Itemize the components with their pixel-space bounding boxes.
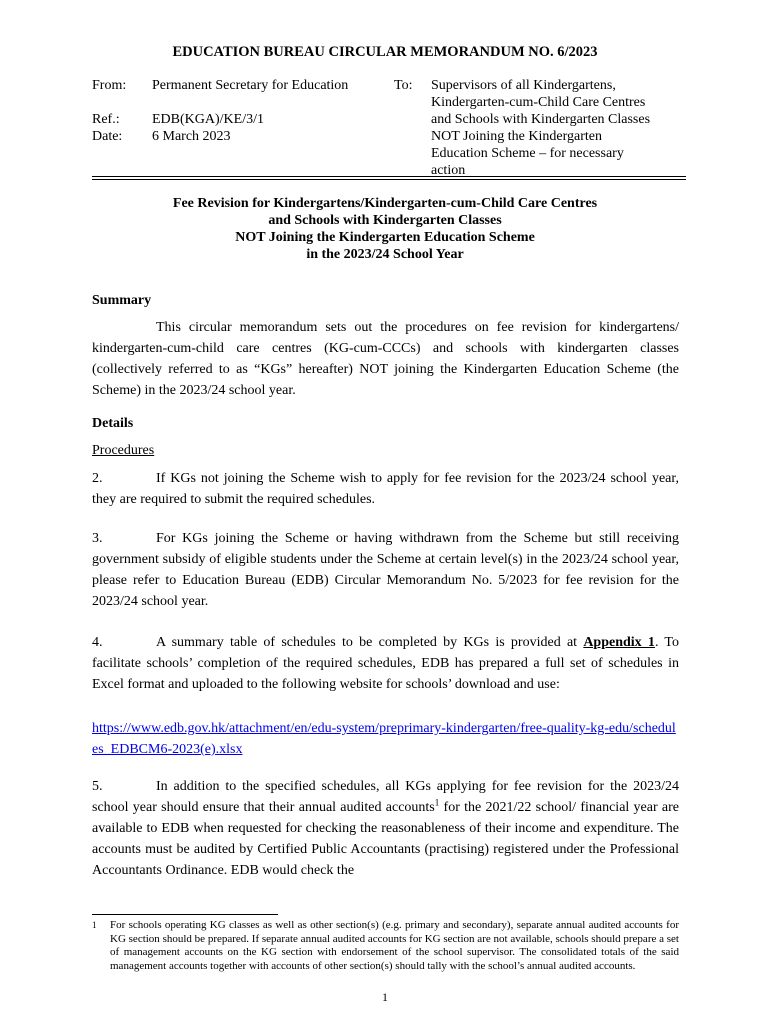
summary-heading: Summary (92, 293, 152, 308)
subject-line: in the 2023/24 School Year (306, 247, 464, 262)
footnote (92, 919, 679, 973)
subject (0, 195, 770, 263)
appendix-reference: Appendix 1 (583, 635, 655, 650)
paragraph-number: 2. (92, 471, 103, 486)
to-label: To: (394, 78, 413, 93)
paragraph-number: 5. (92, 779, 103, 794)
header-divider-top (92, 176, 686, 177)
paragraph-5 (92, 776, 679, 881)
footnote-mark: 1 (92, 920, 97, 930)
footnote-divider (92, 914, 278, 915)
page-number: 1 (382, 990, 388, 1004)
paragraph-text: If KGs not joining the Scheme wish to apply for fee revision for the 2023/24 school year, they are required to submit the required schedules. (92, 471, 679, 507)
paragraph-number: 3. (92, 531, 103, 546)
paragraph-text-cont: for the 2021/22 school/ financial year are available to EDB when requested for checking the reasonableness of their income and expenditure. The accounts must be audited by Certified Public Accountants (practising) registered under the Professional Accountants Ordinance. EDB would check the (92, 800, 679, 878)
to-recipients (431, 77, 650, 179)
to-line: Education Scheme – for necessary (431, 146, 624, 161)
subject-line: and Schools with Kindergarten Classes (268, 213, 502, 228)
paragraph-4 (92, 632, 679, 695)
date-value: 6 March 2023 (152, 129, 231, 144)
memo-title: EDUCATION BUREAU CIRCULAR MEMORANDUM NO. 6/2023 (172, 44, 598, 60)
paragraph-2 (92, 468, 679, 510)
subject-line: NOT Joining the Kindergarten Education Scheme (235, 230, 535, 245)
procedures-subheading: Procedures (92, 443, 155, 458)
paragraph-number: 4. (92, 635, 103, 650)
details-heading: Details (92, 416, 134, 431)
to-line: Supervisors of all Kindergartens, (431, 78, 616, 93)
paragraph-3 (92, 528, 679, 612)
to-line: and Schools with Kindergarten Classes (431, 112, 651, 127)
from-value: Permanent Secretary for Education (152, 78, 349, 93)
date-label: Date: (92, 129, 123, 144)
from-label: From: (92, 78, 127, 93)
schedules-link-container (92, 718, 679, 760)
footnote-reference[interactable]: 1 (434, 797, 440, 808)
header-divider-bottom (92, 179, 686, 180)
to-line: Kindergarten-cum-Child Care Centres (431, 95, 646, 110)
paragraph-text: A summary table of schedules to be completed by KGs is provided at (156, 635, 584, 650)
subject-line: Fee Revision for Kindergartens/Kindergarten-cum-Child Care Centres (172, 196, 598, 211)
summary-text: This circular memorandum sets out the procedures on fee revision for kindergartens/ kindergarten-cum-child care centres (KG-cum-CCCs) and schools with kindergarten classes (collectively referred to as “KGs” hereafter) NOT joining the Kindergarten Education Scheme (the Scheme) in the 2023/24 school year. (92, 320, 679, 398)
ref-label: Ref.: (92, 112, 120, 127)
paragraph-text: In addition to the specified schedules, all KGs applying for fee revision for the 2023/24 school year should ensure that their annual audited accounts (92, 779, 679, 815)
paragraph-text-cont: . To facilitate schools’ completion of the required schedules, EDB has prepared a full set of schedules in Excel format and uploaded to the following website for schools’ download and use: (92, 635, 680, 692)
paragraph-text: For KGs joining the Scheme or having withdrawn from the Scheme but still receiving government subsidy of eligible students under the Scheme at certain level(s) in the 2023/24 school year, please refer to Education Bureau (EDB) Circular Memorandum No. 5/2023 for fee revision for the 2023/24 school year. (92, 531, 679, 609)
ref-value: EDB(KGA)/KE/3/1 (152, 112, 264, 127)
to-line: NOT Joining the Kindergarten (431, 129, 602, 144)
to-line: action (431, 163, 466, 178)
footnote-text: For schools operating KG classes as well as other section(s) (e.g. primary and secondary), separate annual audited accounts for KG section should be prepared. If separate annual audited accounts for KG section are not available, schools should prepare a set of management accounts on the KG section with endorsement of the school supervisor. The consolidated totals of the said management accounts together with accounts of other section(s) should tally with the school’s annual audited accounts. (110, 919, 679, 972)
schedules-download-link[interactable]: https://www.edb.gov.hk/attachment/en/edu-system/preprimary-kindergarten/free-quality-kg-edu/schedules_EDBCM6-2023(e).xlsx (92, 721, 676, 757)
